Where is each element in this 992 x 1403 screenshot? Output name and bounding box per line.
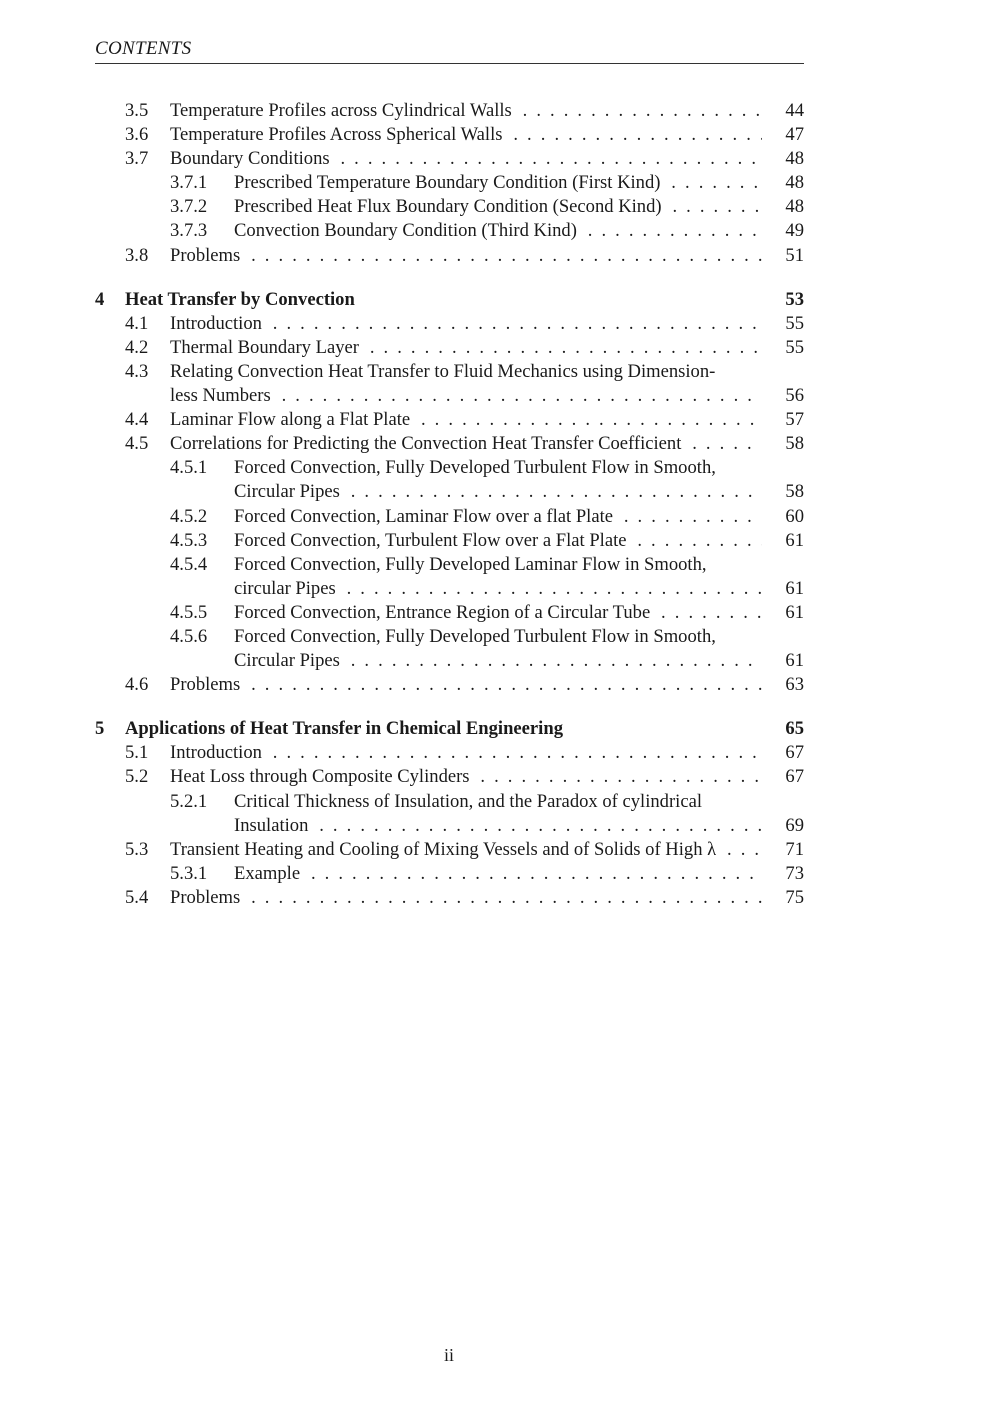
section-title-text: Problems bbox=[170, 245, 244, 266]
section-page: 61 bbox=[785, 601, 804, 623]
section-title bbox=[170, 123, 762, 147]
toc-entry[interactable] bbox=[95, 765, 804, 789]
section-number: 3.7.3 bbox=[170, 220, 208, 242]
chapter-page: 53 bbox=[785, 288, 804, 310]
chapter-title bbox=[125, 288, 762, 312]
section-page: 47 bbox=[785, 124, 804, 146]
section-page: 71 bbox=[785, 838, 804, 860]
section-number: 4.5 bbox=[125, 433, 149, 455]
section-title-text: Transient Heating and Cooling of Mixing Vessels and of Solids of High λ bbox=[170, 839, 720, 860]
toc-entry-continuation[interactable] bbox=[95, 577, 804, 601]
section-title-text: Heat Loss through Composite Cylinders bbox=[170, 766, 474, 787]
section-title bbox=[170, 312, 762, 336]
section-title bbox=[170, 336, 762, 360]
section-title bbox=[234, 171, 762, 195]
section-number: 4.5.1 bbox=[170, 457, 208, 479]
section-title bbox=[170, 838, 762, 862]
chapter-heading[interactable] bbox=[95, 717, 804, 741]
section-number: 5.2 bbox=[125, 766, 149, 788]
section-title-text: Temperature Profiles across Cylindrical Walls bbox=[170, 100, 516, 121]
toc-entry[interactable] bbox=[95, 862, 804, 886]
section-page: 67 bbox=[785, 742, 804, 764]
section-title-continued bbox=[234, 480, 762, 504]
section-title-continued bbox=[234, 814, 762, 838]
section-title-text: Insulation bbox=[234, 815, 312, 836]
section-title-text: Introduction bbox=[170, 313, 266, 334]
section-title-text: Critical Thickness of Insulation, and the Paradox of cylindrical bbox=[234, 791, 706, 812]
toc-entry[interactable] bbox=[95, 408, 804, 432]
section-number: 4.5.6 bbox=[170, 625, 208, 647]
section-number: 5.3.1 bbox=[170, 862, 208, 884]
section-title bbox=[170, 886, 762, 910]
section-title bbox=[170, 360, 762, 384]
section-title-text: Relating Convection Heat Transfer to Fluid Mechanics using Dimension- bbox=[170, 361, 719, 382]
section-number: 4.3 bbox=[125, 360, 149, 382]
section-page: 48 bbox=[785, 148, 804, 170]
section-page: 60 bbox=[785, 505, 804, 527]
section-number: 5.3 bbox=[125, 838, 149, 860]
section-title-text: Forced Convection, Laminar Flow over a flat Plate bbox=[234, 506, 617, 527]
section-title-text: Temperature Profiles Across Spherical Walls bbox=[170, 124, 507, 145]
section-number: 4.5.2 bbox=[170, 505, 208, 527]
section-number: 3.7.2 bbox=[170, 196, 208, 218]
chapter-title bbox=[125, 717, 762, 741]
toc-entry[interactable] bbox=[95, 147, 804, 171]
toc-entry[interactable] bbox=[95, 456, 804, 480]
section-title-text: Laminar Flow along a Flat Plate bbox=[170, 409, 414, 430]
section-page: 58 bbox=[785, 433, 804, 455]
section-title bbox=[234, 625, 762, 649]
section-page: 57 bbox=[785, 409, 804, 431]
section-title-text: Thermal Boundary Layer bbox=[170, 337, 363, 358]
section-title-text: Prescribed Heat Flux Boundary Condition (Second Kind) bbox=[234, 196, 666, 217]
section-title-text: Prescribed Temperature Boundary Condition (First Kind) bbox=[234, 172, 664, 193]
section-title-text: Boundary Conditions bbox=[170, 148, 334, 169]
section-title bbox=[234, 862, 762, 886]
section-title bbox=[234, 529, 762, 553]
section-title bbox=[170, 432, 762, 456]
section-title bbox=[234, 553, 762, 577]
section-title-text: Forced Convection, Fully Developed Turbulent Flow in Smooth, bbox=[234, 626, 720, 647]
section-page: 73 bbox=[785, 862, 804, 884]
toc-entry[interactable] bbox=[95, 244, 804, 268]
section-number: 4.5.3 bbox=[170, 529, 208, 551]
section-title bbox=[234, 505, 762, 529]
toc-entry-continuation[interactable] bbox=[95, 480, 804, 504]
section-number: 4.1 bbox=[125, 312, 149, 334]
section-page: 69 bbox=[785, 814, 804, 836]
section-page: 51 bbox=[785, 244, 804, 266]
toc-entry[interactable] bbox=[95, 432, 804, 456]
section-number: 5.1 bbox=[125, 742, 149, 764]
chapter-number: 5 bbox=[95, 718, 105, 740]
section-title bbox=[170, 673, 762, 697]
section-title-text: Circular Pipes bbox=[234, 650, 344, 671]
section-number: 4.5.4 bbox=[170, 553, 208, 575]
section-page: 75 bbox=[785, 886, 804, 908]
section-number: 4.4 bbox=[125, 409, 149, 431]
section-number: 3.7 bbox=[125, 148, 149, 170]
toc-entry[interactable] bbox=[95, 219, 804, 243]
toc-entry[interactable] bbox=[95, 529, 804, 553]
section-title-text: Problems bbox=[170, 887, 244, 908]
section-number: 4.5.5 bbox=[170, 601, 208, 623]
chapter-number: 4 bbox=[95, 288, 105, 310]
toc-entry[interactable] bbox=[95, 741, 804, 765]
section-title-text: Correlations for Predicting the Convection Heat Transfer Coefficient bbox=[170, 433, 685, 454]
section-title bbox=[170, 765, 762, 789]
toc-entry[interactable] bbox=[95, 195, 804, 219]
section-title-text: Forced Convection, Fully Developed Turbulent Flow in Smooth, bbox=[234, 457, 720, 478]
section-title bbox=[170, 244, 762, 268]
section-title bbox=[234, 790, 762, 814]
section-page: 56 bbox=[785, 385, 804, 407]
section-page: 63 bbox=[785, 674, 804, 696]
toc-entry[interactable] bbox=[95, 312, 804, 336]
section-title-continued bbox=[170, 384, 762, 408]
toc-entry-continuation[interactable] bbox=[95, 649, 804, 673]
section-title-text: Introduction bbox=[170, 742, 266, 763]
section-page: 49 bbox=[785, 220, 804, 242]
section-page: 44 bbox=[785, 100, 804, 121]
section-title bbox=[170, 741, 762, 765]
toc-entry-continuation[interactable] bbox=[95, 814, 804, 838]
table-of-contents bbox=[95, 99, 804, 910]
section-number: 4.6 bbox=[125, 674, 149, 696]
chapter-title-text: Applications of Heat Transfer in Chemical Engineering bbox=[125, 718, 563, 740]
section-title-text: circular Pipes bbox=[234, 578, 340, 599]
section-title-text: Circular Pipes bbox=[234, 481, 344, 502]
section-title bbox=[170, 408, 762, 432]
section-page: 67 bbox=[785, 766, 804, 788]
toc-entry[interactable] bbox=[95, 601, 804, 625]
section-title bbox=[234, 456, 762, 480]
section-title bbox=[234, 195, 762, 219]
section-title-text: Problems bbox=[170, 674, 244, 695]
section-page: 61 bbox=[785, 577, 804, 599]
section-number: 5.2.1 bbox=[170, 790, 208, 812]
section-title bbox=[170, 99, 762, 123]
section-title-text: Convection Boundary Condition (Third Kind) bbox=[234, 220, 581, 241]
section-title-text: Forced Convection, Fully Developed Laminar Flow in Smooth, bbox=[234, 554, 711, 575]
chapter-heading[interactable] bbox=[95, 288, 804, 312]
toc-entry[interactable] bbox=[95, 123, 804, 147]
section-page: 48 bbox=[785, 172, 804, 194]
toc-entry[interactable] bbox=[95, 790, 804, 814]
chapter-page: 65 bbox=[785, 718, 804, 740]
section-number: 3.5 bbox=[125, 100, 149, 121]
section-number: 3.6 bbox=[125, 124, 149, 146]
section-number: 4.2 bbox=[125, 336, 149, 358]
section-number: 3.8 bbox=[125, 244, 149, 266]
page-number: ii bbox=[443, 1345, 454, 1365]
toc-entry[interactable] bbox=[95, 838, 804, 862]
toc-entry[interactable] bbox=[95, 673, 804, 697]
chapter-title-text: Heat Transfer by Convection bbox=[125, 288, 355, 310]
section-title-continued bbox=[234, 577, 762, 601]
toc-entry[interactable] bbox=[95, 99, 804, 123]
section-page: 61 bbox=[785, 529, 804, 551]
section-title bbox=[170, 147, 762, 171]
section-title bbox=[234, 601, 762, 625]
section-page: 55 bbox=[785, 312, 804, 334]
toc-entry[interactable] bbox=[95, 505, 804, 529]
section-page: 55 bbox=[785, 336, 804, 358]
toc-entry-continuation[interactable] bbox=[95, 384, 804, 408]
running-header: CONTENTS bbox=[95, 38, 804, 64]
section-title-text: Forced Convection, Entrance Region of a Circular Tube bbox=[234, 602, 654, 623]
section-title-text: Example bbox=[234, 863, 304, 884]
toc-entry[interactable] bbox=[95, 886, 804, 910]
toc-entry[interactable] bbox=[95, 171, 804, 195]
section-title-text: Forced Convection, Turbulent Flow over a Flat Plate bbox=[234, 530, 631, 551]
section-title-continued bbox=[234, 649, 762, 673]
toc-entry[interactable] bbox=[95, 360, 804, 384]
section-page: 48 bbox=[785, 196, 804, 218]
toc-entry[interactable] bbox=[95, 625, 804, 649]
section-title bbox=[234, 219, 762, 243]
section-title-text: less Numbers bbox=[170, 385, 275, 406]
toc-entry[interactable] bbox=[95, 553, 804, 577]
section-page: 58 bbox=[785, 481, 804, 503]
section-number: 5.4 bbox=[125, 886, 149, 908]
toc-entry[interactable] bbox=[95, 336, 804, 360]
section-page: 61 bbox=[785, 650, 804, 672]
section-number: 3.7.1 bbox=[170, 172, 208, 194]
